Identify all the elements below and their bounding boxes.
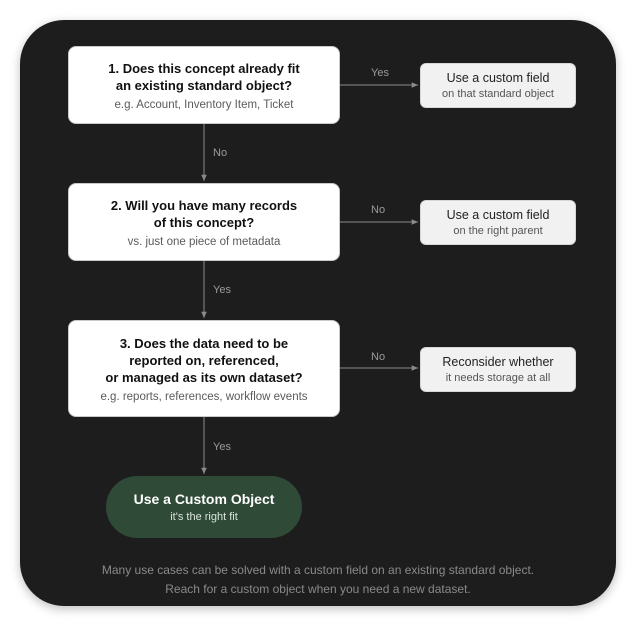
footnote [20, 561, 616, 599]
question-1-subtitle: e.g. Account, Inventory Item, Ticket [114, 98, 294, 111]
final-outcome-title: Use a Custom Object [133, 491, 275, 507]
final-outcome-pill [106, 476, 302, 538]
outcome-3-subtitle: it needs storage at all [445, 372, 551, 384]
label-q1-yes: Yes [371, 67, 389, 79]
question-1-title-line-1: 1. Does this concept already fit [108, 60, 300, 76]
outcome-2-subtitle: on the right parent [453, 225, 543, 237]
label-q1-no: No [213, 147, 228, 159]
question-3-box [68, 320, 340, 417]
question-3-title-line-1: 3. Does the data need to be [119, 335, 289, 351]
flowchart-frame [20, 20, 616, 606]
outcome-3-title: Reconsider whether [442, 355, 554, 369]
question-1-box [68, 46, 340, 124]
question-3-title-line-3: or managed as its own dataset? [105, 369, 303, 385]
question-1-title-line-2: an existing standard object? [115, 77, 293, 93]
outcome-1-subtitle: on that standard object [442, 88, 554, 100]
question-2-subtitle: vs. just one piece of metadata [127, 235, 281, 248]
label-q2-yes: Yes [213, 284, 231, 296]
outcome-3-box [420, 347, 576, 392]
question-2-box [68, 183, 340, 261]
footnote-line-1: Many use cases can be solved with a custom field on an existing standard object. [101, 563, 535, 577]
question-3-title-line-2: reported on, referenced, [129, 352, 279, 368]
footnote-line-2: Reach for a custom object when you need a new dataset. [165, 582, 471, 596]
question-1-title [108, 60, 299, 94]
outcome-2-title: Use a custom field [446, 208, 550, 222]
question-2-title-line-1: 2. Will you have many records [110, 197, 298, 213]
label-q2-no: No [371, 204, 386, 216]
question-2-title-line-2: of this concept? [153, 214, 255, 230]
outcome-1-box [420, 63, 576, 108]
question-2-title [111, 197, 297, 231]
question-3-subtitle: e.g. reports, references, workflow events [100, 390, 308, 403]
outcome-2-box [420, 200, 576, 245]
final-outcome-subtitle: it's the right fit [170, 511, 238, 523]
label-q3-yes: Yes [213, 441, 231, 453]
label-q3-no: No [371, 351, 386, 363]
outcome-1-title: Use a custom field [446, 71, 550, 85]
question-3-title [105, 335, 302, 386]
